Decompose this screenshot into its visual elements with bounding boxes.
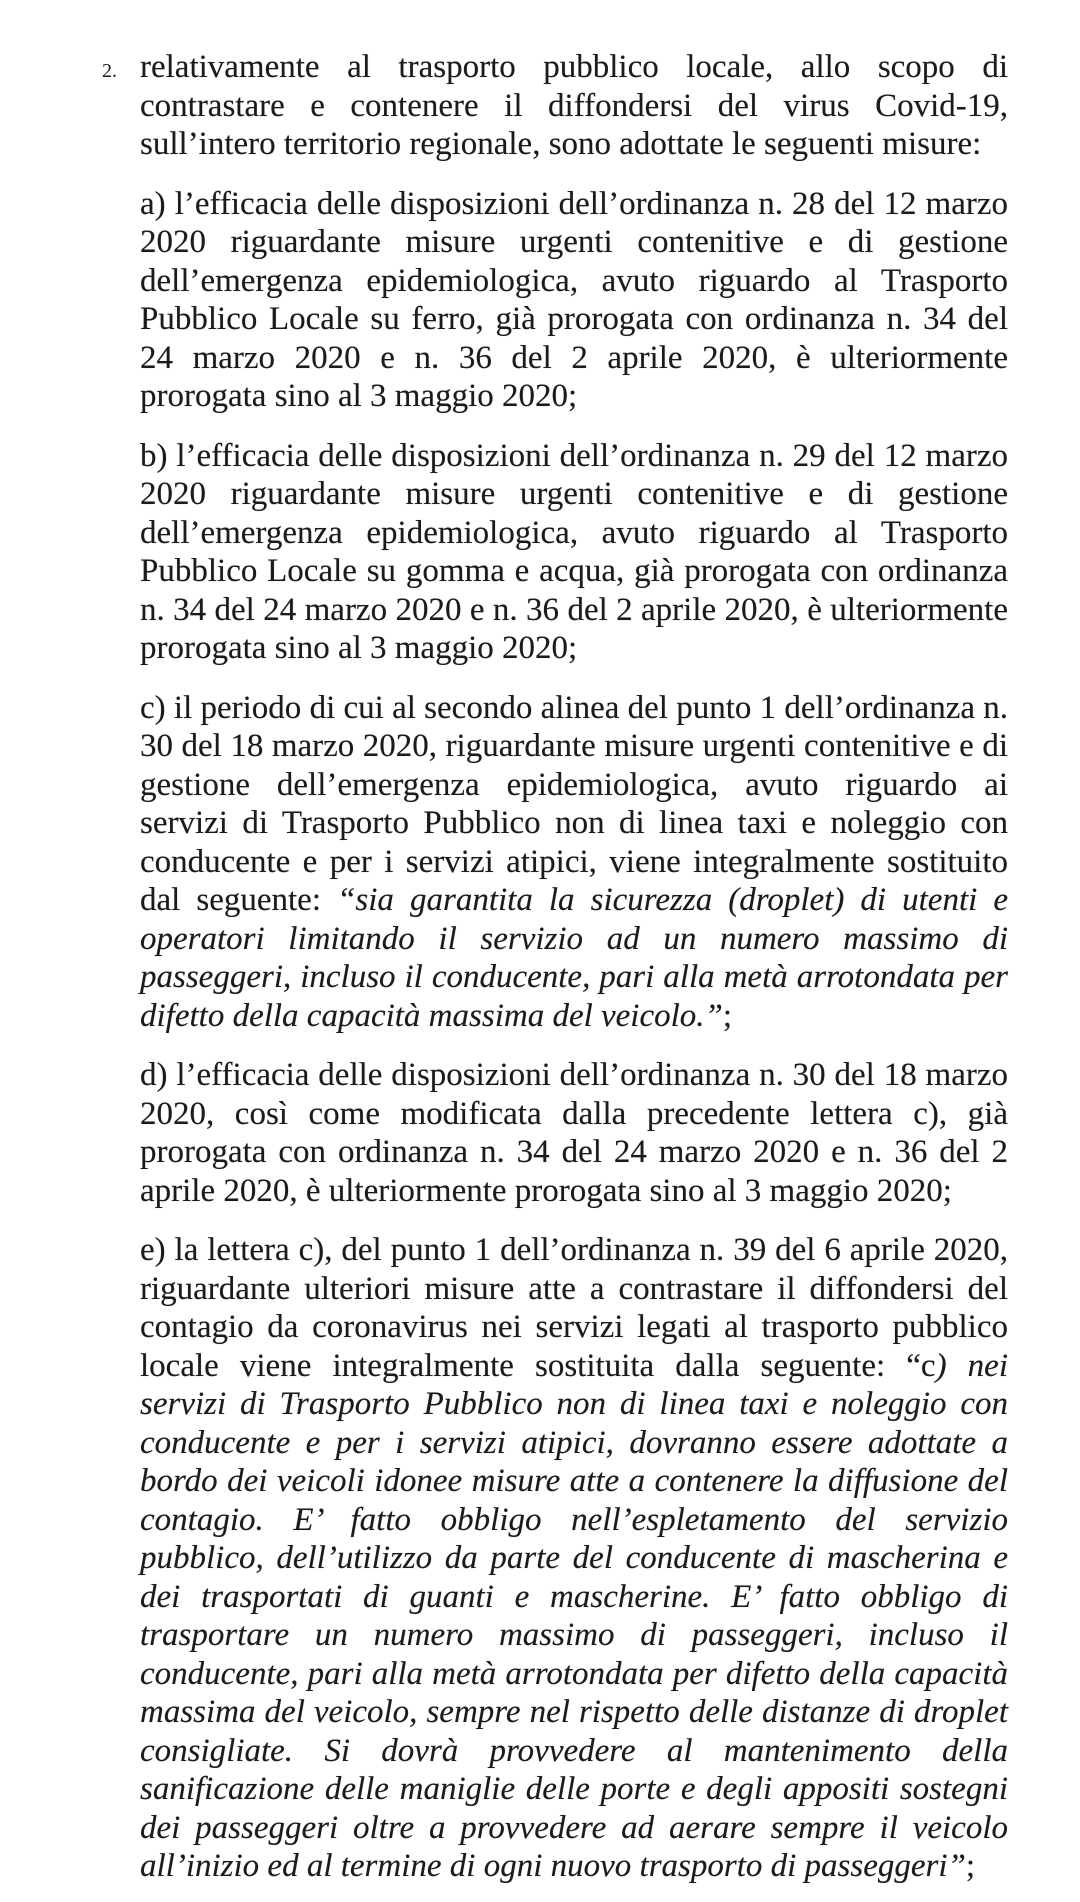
paragraph-intro [140,48,1008,164]
paragraph-e [140,1231,1008,1886]
body-text: d) l’efficacia delle disposizioni dell’ordinanza n. 30 del 18 marzo 2020, così come modificata dalla precedente lettera c), già prorogata con ordinanza n. 34 del 24 marzo 2020 e n. 36 del 2 aprile 2020, è ulteriormente prorogata sino al 3 maggio 2020; [140,1057,1008,1209]
paragraph-c [140,689,1008,1036]
body-text: c) il periodo di cui al secondo alinea del punto 1 dell’ordinanza n. 30 del 18 marzo 2020, riguardante misure urgenti contenitive e di gestione dell’emergenza epidemiologica, avuto riguardo ai servizi di Trasporto Pubblico non di linea taxi e noleggio con conducente e per i servizi atipici, viene integralmente sostituito dal seguente: [140,689,1008,918]
paragraph-b [140,437,1008,668]
body-text: a) l’efficacia delle disposizioni dell’ordinanza n. 28 del 12 marzo 2020 riguardante misure urgenti contenitive e di gestione dell’emergenza epidemiologica, avuto riguardo al Trasporto Pubblico Locale su ferro, già prorogata con ordinanza n. 34 del 24 marzo 2020 e n. 36 del 2 aprile 2020, è ulteriormente prorogata sino al 3 maggio 2020; [140,185,1008,414]
body-text: relativamente al trasporto pubblico locale, allo scopo di contrastare e contenere il diffondersi del virus Covid-19, sull’intero territorio regionale, sono adottate le seguenti misure: [140,49,1008,162]
quoted-italic-text: “sia garantita la sicurezza (droplet) di utenti e operatori limitando il servizio ad un numero massimo di passeggeri, incluso il conducente, pari alla metà arrotondata per difetto della capacità massima del veicolo.” [140,882,1008,1034]
paragraph-d [140,1056,1008,1210]
quoted-italic-text: ) nei servizi di Trasporto Pubblico non di linea taxi e noleggio con conducente e per i servizi atipici, dovranno essere adottate a bordo dei veicoli idonee misure atte a contenere la diffusione del contagio. E’ fatto obbligo nell’espletamento del servizio pubblico, dell’utilizzo da parte del conducente di mascherina e dei trasportati di guanti e mascherine. E’ fatto obbligo di trasportare un numero massimo di passeggeri, incluso il conducente, pari alla metà arrotondata per difetto della capacità massima del veicolo, sempre nel rispetto delle distanze di droplet consigliate. Si dovrà provvedere al mantenimento della sanificazione delle maniglie delle porte e degli appositi sostegni dei passeggeri oltre a provvedere ad aerare sempre il veicolo all’inizio ed al termine di ogni nuovo trasporto di passeggeri” [140,1347,1008,1884]
body-text: ; [965,1848,976,1884]
body-text: ; [722,997,733,1034]
body-text: b) l’efficacia delle disposizioni dell’ordinanza n. 29 del 12 marzo 2020 riguardante misure urgenti contenitive e di gestione dell’emergenza epidemiologica, avuto riguardo al Trasporto Pubblico Locale su gomma e acqua, già prorogata con ordinanza n. 34 del 24 marzo 2020 e n. 36 del 2 aprile 2020, è ulteriormente prorogata sino al 3 maggio 2020; [140,437,1008,666]
body-text: e) la lettera c), del punto 1 dell’ordinanza n. 39 del 6 aprile 2020, riguardante ulteriori misure atte a contrastare il diffondersi del contagio da coronavirus nei servizi legati al trasporto pubblico locale viene integralmente sostituita dalla seguente: “c [140,1232,1008,1384]
list-item-body [140,48,1008,1886]
paragraph-a [140,185,1008,416]
list-item-number: 2. [102,60,117,82]
